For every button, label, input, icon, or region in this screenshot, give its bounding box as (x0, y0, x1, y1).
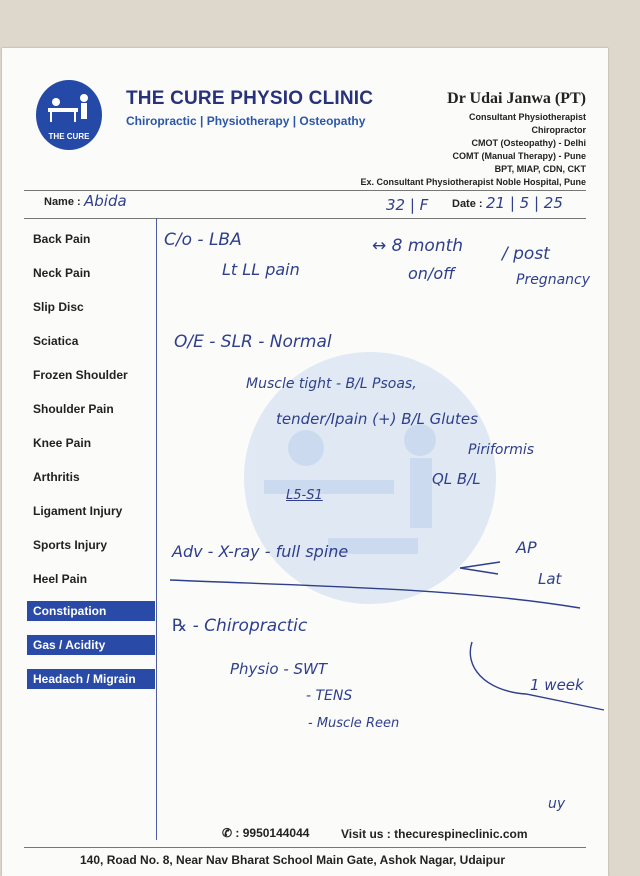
date-label: Date : (452, 198, 483, 210)
note-complaint-detail: Lt LL pain (222, 260, 300, 279)
doctor-credential: Chiropractor (531, 125, 586, 135)
column-divider (156, 218, 157, 840)
condition-label: Slip Disc (33, 300, 84, 314)
note-context: / post (502, 244, 550, 264)
condition-label: Shoulder Pain (33, 402, 114, 416)
condition-label: Frozen Shoulder (33, 368, 128, 382)
condition-label: Heel Pain (33, 572, 88, 586)
footer-phone: ✆ : 9950144044 (222, 826, 310, 840)
note-lat: Lat (538, 570, 562, 588)
clinic-name: THE CURE PHYSIO CLINIC (126, 88, 374, 109)
condition-label: Ligament Injury (33, 504, 123, 518)
doctor-credential: Ex. Consultant Physiotherapist Noble Hospital, Pune (360, 177, 586, 187)
therapist-patient-icon (36, 80, 102, 134)
condition-label: Sciatica (33, 334, 79, 348)
doctor-signature: uy (548, 796, 566, 812)
note-advice: Adv - X-ray - full spine (172, 542, 349, 561)
note-duration: ↔ 8 month (372, 236, 464, 256)
note-rx: ℞ - Chiropractic (172, 616, 308, 636)
patient-name: Abida (84, 192, 127, 210)
note-tens: - TENS (306, 688, 353, 704)
advice-underline-icon (160, 560, 590, 620)
condition-highlight: Gas / Acidity (27, 635, 155, 655)
name-divider (24, 218, 586, 219)
clinic-logo (36, 80, 102, 150)
footer-website: Visit us : thecurespineclinic.com (341, 827, 528, 841)
note-piriformis: Piriformis (468, 442, 535, 458)
logo-label: THE CURE (48, 132, 90, 141)
doctor-credential: BPT, MIAP, CDN, CKT (494, 164, 586, 174)
note-context-2: Pregnancy (516, 272, 591, 288)
condition-label: Back Pain (33, 232, 91, 246)
note-level: L5-S1 (286, 488, 323, 503)
doctor-credential: COMT (Manual Therapy) - Pune (452, 151, 586, 161)
patient-age-sex: 32 | F (386, 196, 429, 214)
doctor-credential: Consultant Physiotherapist (468, 112, 586, 122)
note-physio: Physio - SWT (230, 660, 328, 678)
note-onset: on/off (408, 264, 455, 283)
note-ql: QL B/L (432, 470, 481, 488)
header-divider (24, 190, 586, 191)
note-muscle: Muscle tight - B/L Psoas, (246, 376, 417, 392)
doctor-credential: CMOT (Osteopathy) - Delhi (471, 138, 586, 148)
note-duration-plan: 1 week (530, 676, 584, 694)
condition-highlight: Headach / Migrain (27, 669, 155, 689)
condition-label: Sports Injury (33, 538, 108, 552)
condition-label: Knee Pain (33, 436, 92, 450)
note-ap: AP (516, 538, 537, 557)
doctor-block (360, 90, 586, 189)
clinic-tagline: Chiropractic | Physiotherapy | Osteopathy (126, 114, 366, 128)
condition-highlight: Constipation (27, 601, 155, 621)
visit-date: 21 | 5 | 25 (486, 194, 563, 212)
note-muscle-reen: - Muscle Reen (308, 716, 400, 731)
condition-label: Arthritis (33, 470, 80, 484)
footer-divider (24, 847, 586, 848)
note-exam: O/E - SLR - Normal (174, 332, 332, 352)
note-complaint: C/o - LBA (164, 230, 242, 250)
doctor-name: Dr Udai Janwa (PT) (447, 90, 586, 107)
footer-address: 140, Road No. 8, Near Nav Bharat School Main Gate, Ashok Nagar, Udaipur (80, 853, 506, 867)
note-tender: tender/Ipain (+) B/L Glutes (276, 410, 478, 428)
condition-label: Neck Pain (33, 266, 91, 280)
name-label: Name : (44, 196, 81, 208)
